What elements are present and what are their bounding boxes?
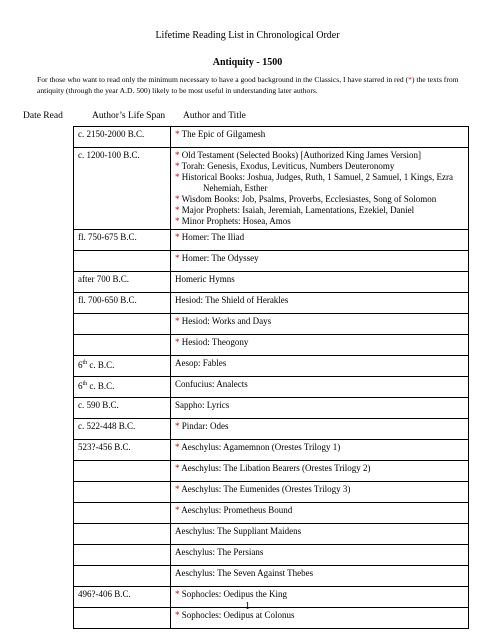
table-row xyxy=(74,566,469,587)
life-span-ordinal: th xyxy=(82,360,88,366)
life-span-cell xyxy=(74,251,171,272)
author-title-text: Hesiod: Works and Days xyxy=(179,316,272,326)
author-title-cell xyxy=(171,566,469,587)
life-span-text: c. 2150-2000 B.C. xyxy=(78,129,145,139)
author-title-entry xyxy=(175,568,464,579)
life-span-cell xyxy=(74,545,171,566)
author-title-cell xyxy=(171,314,469,335)
author-title-entry xyxy=(175,295,464,306)
table-row xyxy=(74,440,469,461)
page-number: 1 xyxy=(245,601,250,612)
column-headers xyxy=(0,111,495,125)
author-title-text: Torah: Genesis, Exodus, Leviticus, Numbers Deuteronomy xyxy=(179,161,395,171)
author-title-entry xyxy=(175,216,464,227)
author-title-cell xyxy=(171,148,469,230)
life-span-text: c. B.C. xyxy=(87,381,115,391)
reading-list-body xyxy=(74,127,469,629)
author-title-cell xyxy=(171,503,469,524)
author-title-entry xyxy=(175,150,464,161)
author-title-entry xyxy=(175,205,464,216)
author-title-text: Aeschylus: Prometheus Bound xyxy=(179,505,293,515)
author-title-text: Homer: The Odyssey xyxy=(179,253,259,263)
red-star-marker: * xyxy=(175,463,180,473)
author-title-cell xyxy=(171,398,469,419)
red-star-marker: * xyxy=(175,253,180,263)
red-star-marker: * xyxy=(175,610,180,620)
author-title-entry xyxy=(175,421,464,432)
author-title-text: Sophocles: Oedipus the King xyxy=(179,589,287,599)
table-row xyxy=(74,461,469,482)
author-title-text: Wisdom Books: Job, Psalms, Proverbs, Ecclesiastes, Song of Solomon xyxy=(179,194,437,204)
table-row xyxy=(74,293,469,314)
life-span-cell xyxy=(74,524,171,545)
author-title-entry xyxy=(175,589,464,600)
life-span-cell xyxy=(74,127,171,148)
red-star-marker: * xyxy=(175,205,180,215)
author-title-cell xyxy=(171,230,469,251)
table-row xyxy=(74,272,469,293)
life-span-century: 6 xyxy=(78,360,83,370)
table-row xyxy=(74,503,469,524)
table-row xyxy=(74,230,469,251)
life-span-cell xyxy=(74,314,171,335)
life-span-text: fl. 700-650 B.C. xyxy=(78,295,137,305)
life-span-century: 6 xyxy=(78,381,83,391)
life-span-text: c. B.C. xyxy=(87,360,115,370)
author-title-entry xyxy=(175,274,464,285)
intro-text-part1: For those who want to read only the minimum necessary to have a good background in the Classics, I have starred in red ( xyxy=(37,75,409,84)
author-title-text: Major Prophets: Isaiah, Jeremiah, Lamentations, Ezekiel, Daniel xyxy=(179,205,415,215)
author-title-text: Aeschylus: Agamemnon (Orestes Trilogy 1) xyxy=(179,442,341,452)
red-star-marker: * xyxy=(175,172,180,182)
author-title-text: Sappho: Lyrics xyxy=(175,400,230,410)
author-title-text: Confucius: Analects xyxy=(175,379,248,389)
red-star-marker: * xyxy=(175,316,180,326)
intro-star: * xyxy=(408,75,412,84)
red-star-marker: * xyxy=(175,589,180,599)
author-title-entry xyxy=(175,232,464,243)
author-title-cell xyxy=(171,127,469,148)
column-header-date-read: Date Read xyxy=(23,111,63,121)
author-title-entry xyxy=(175,172,464,183)
author-title-entry xyxy=(175,337,464,348)
red-star-marker: * xyxy=(175,216,180,226)
table-row xyxy=(74,524,469,545)
life-span-text: 523?-456 B.C. xyxy=(78,442,131,452)
life-span-text: c. 1200-100 B.C. xyxy=(78,150,140,160)
author-title-cell xyxy=(171,461,469,482)
section-title: Antiquity - 1500 xyxy=(212,57,283,68)
author-title-cell xyxy=(171,440,469,461)
author-title-entry xyxy=(175,463,464,474)
life-span-cell xyxy=(74,503,171,524)
author-title-text: Homeric Hymns xyxy=(175,274,235,284)
author-title-entry xyxy=(175,316,464,327)
life-span-cell xyxy=(74,566,171,587)
life-span-text: after 700 B.C. xyxy=(78,274,129,284)
reading-list-table xyxy=(73,126,469,629)
table-row xyxy=(74,314,469,335)
column-header-life-span: Author’s Life Span xyxy=(92,111,166,121)
red-star-marker: * xyxy=(175,442,180,452)
life-span-cell xyxy=(74,272,171,293)
author-title-text: Nehemiah, Esther xyxy=(203,183,268,193)
table-row xyxy=(74,251,469,272)
author-title-entry xyxy=(175,505,464,516)
life-span-text: c. 590 B.C. xyxy=(78,400,119,410)
author-title-entry xyxy=(175,253,464,264)
author-title-text: Pindar: Odes xyxy=(179,421,229,431)
author-title-text: Hesiod: The Shield of Herakles xyxy=(175,295,289,305)
author-title-entry xyxy=(175,379,464,390)
author-title-entry xyxy=(175,526,464,537)
author-title-text: Aeschylus: The Persians xyxy=(175,547,264,557)
table-row xyxy=(74,545,469,566)
author-title-entry xyxy=(175,442,464,453)
red-star-marker: * xyxy=(175,161,180,171)
life-span-cell xyxy=(74,398,171,419)
life-span-cell xyxy=(74,356,171,377)
red-star-marker: * xyxy=(175,505,180,515)
life-span-text: c. 522-448 B.C. xyxy=(78,421,136,431)
author-title-text: Historical Books: Joshua, Judges, Ruth, 1 Samuel, 2 Samuel, 1 Kings, Ezra xyxy=(179,172,453,182)
red-star-marker: * xyxy=(175,421,180,431)
author-title-cell xyxy=(171,419,469,440)
author-title-entry xyxy=(175,183,464,194)
life-span-ordinal: th xyxy=(82,381,88,387)
author-title-cell xyxy=(171,335,469,356)
author-title-text: Old Testament (Selected Books) [Authorized King James Version] xyxy=(179,150,421,160)
author-title-text: Minor Prophets: Hosea, Amos xyxy=(179,216,291,226)
intro-paragraph xyxy=(37,74,467,96)
intro-text-part2: ) the texts from antiquity (through the year A.D. 500) likely to be most useful in understanding later authors. xyxy=(37,75,459,95)
life-span-text: fl. 750-675 B.C. xyxy=(78,232,137,242)
life-span-cell xyxy=(74,377,171,398)
author-title-entry xyxy=(175,358,464,369)
author-title-entry xyxy=(175,400,464,411)
author-title-text: Sophocles: Oedipus at Colonus xyxy=(179,610,295,620)
table-row xyxy=(74,419,469,440)
life-span-cell xyxy=(74,482,171,503)
author-title-text: Aeschylus: The Suppliant Maidens xyxy=(175,526,302,536)
red-star-marker: * xyxy=(175,194,180,204)
author-title-cell xyxy=(171,524,469,545)
life-span-cell xyxy=(74,461,171,482)
table-row xyxy=(74,398,469,419)
table-row xyxy=(74,482,469,503)
author-title-cell xyxy=(171,293,469,314)
author-title-text: The Epic of Gilgamesh xyxy=(179,129,266,139)
table-row xyxy=(74,148,469,230)
life-span-cell xyxy=(74,335,171,356)
author-title-text: Homer: The Iliad xyxy=(179,232,245,242)
author-title-text: Aeschylus: The Seven Against Thebes xyxy=(175,568,314,578)
red-star-marker: * xyxy=(175,129,180,139)
life-span-cell xyxy=(74,148,171,230)
author-title-text: Hesiod: Theogony xyxy=(179,337,249,347)
author-title-entry xyxy=(175,161,464,172)
author-title-cell xyxy=(171,356,469,377)
life-span-cell xyxy=(74,230,171,251)
red-star-marker: * xyxy=(175,337,180,347)
author-title-entry xyxy=(175,129,464,140)
author-title-text: Aeschylus: The Eumenides (Orestes Trilogy 3) xyxy=(179,484,351,494)
author-title-cell xyxy=(171,377,469,398)
author-title-cell xyxy=(171,272,469,293)
table-row xyxy=(74,377,469,398)
red-star-marker: * xyxy=(175,150,180,160)
page-title: Lifetime Reading List in Chronological Order xyxy=(155,30,340,41)
author-title-entry xyxy=(175,547,464,558)
author-title-text: Aesop: Fables xyxy=(175,358,227,368)
table-row xyxy=(74,335,469,356)
author-title-text: Aeschylus: The Libation Bearers (Orestes Trilogy 2) xyxy=(179,463,371,473)
life-span-text: 496?-406 B.C. xyxy=(78,589,131,599)
life-span-cell xyxy=(74,293,171,314)
life-span-cell xyxy=(74,419,171,440)
table-row xyxy=(74,127,469,148)
author-title-cell xyxy=(171,482,469,503)
red-star-marker: * xyxy=(175,232,180,242)
author-title-entry xyxy=(175,194,464,205)
life-span-cell xyxy=(74,440,171,461)
table-row xyxy=(74,356,469,377)
red-star-marker: * xyxy=(175,484,180,494)
column-header-author-title: Author and Title xyxy=(183,111,246,121)
author-title-entry xyxy=(175,484,464,495)
author-title-cell xyxy=(171,251,469,272)
author-title-cell xyxy=(171,545,469,566)
